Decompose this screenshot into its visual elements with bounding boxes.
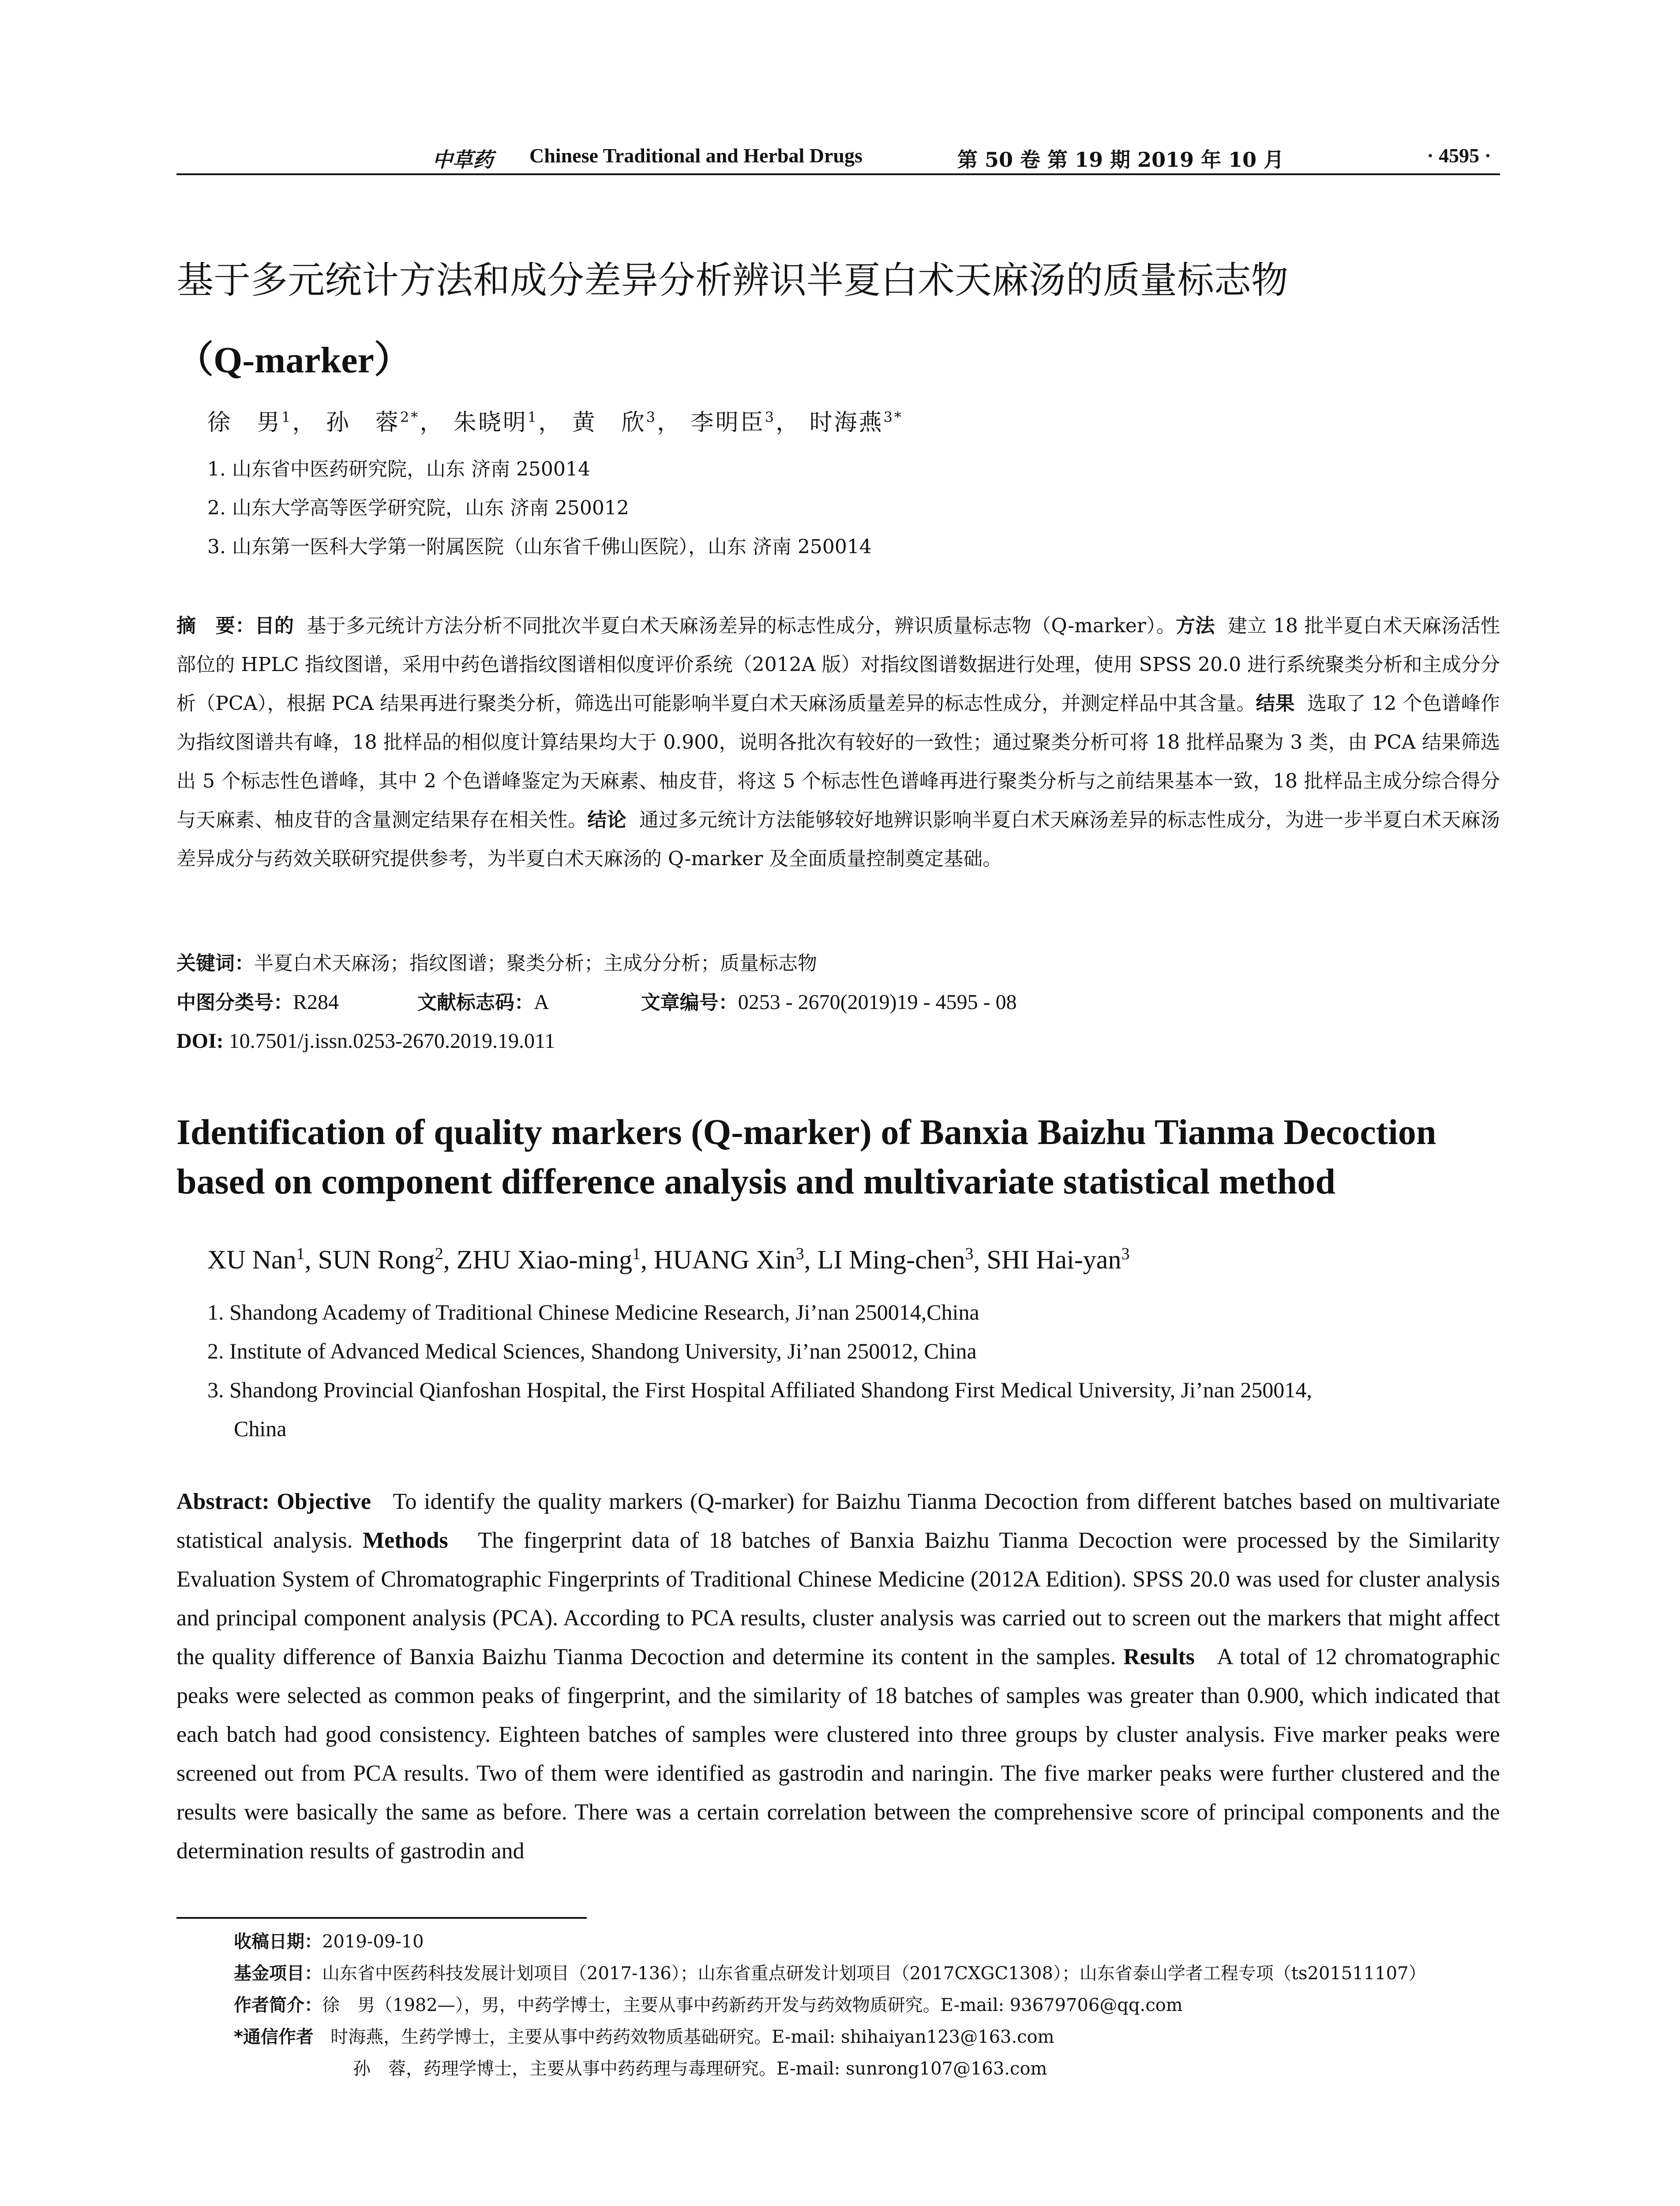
footnote-rule <box>176 1917 587 1919</box>
keywords-text: 半夏白术天麻汤；指纹图谱；聚类分析；主成分分析；质量标志物 <box>254 952 817 975</box>
funding: 基金项目：山东省中医药科技发展计划项目（2017-136）；山东省重点研发计划项目（2017CXGC1308）；山东省泰山学者工程专项（ts201511107） <box>234 1963 1426 1984</box>
doi-line <box>176 1022 1500 1061</box>
methods-label-zh: 方法 <box>1176 615 1215 637</box>
author-en: SHI Hai-yan$^3$ <box>986 1245 1130 1274</box>
journal-name-en: Chinese Traditional and Herbal Drugs <box>529 144 862 167</box>
keywords <box>176 944 1500 983</box>
article-number-value: 0253 - 2670(2019)19 - 4595 - 08 <box>738 990 1017 1014</box>
journal-name-zh: 中草药 <box>432 148 493 172</box>
classification-line <box>176 983 1500 1022</box>
affiliation-en-continuation: China <box>234 1416 287 1441</box>
affiliation-en: 3. Shandong Provincial Qianfoshan Hospital, the First Hospital Affiliated Shandong First Medical University, Ji’nan 250014, <box>207 1377 1312 1402</box>
objective-en: To identify the quality markers (Q-marker) for Baizhu Tianma Decoction from different batches based on multivariate statistical analysis. <box>176 1489 1500 1553</box>
doi-value: 10.7501/j.issn.0253-2670.2019.19.011 <box>229 1029 555 1053</box>
affiliation-zh: 1. 山东省中医药研究院，山东 济南 250014 <box>207 458 590 480</box>
abstract-zh <box>176 607 1500 878</box>
author-en: XU Nan$^1$, <box>207 1245 318 1274</box>
author-list-zh <box>207 404 903 437</box>
conclusion-zh: 通过多元统计方法能够较好地辨识影响半夏白术天麻汤差异的标志性成分，为进一步半夏白术天麻汤差异成分与药效关联研究提供参考，为半夏白术天麻汤的 Q-marker 及全面质量控制奠定基础。 <box>176 809 1500 870</box>
title-en-line2: based on component difference analysis and multivariate statistical method <box>176 1161 1336 1201</box>
title-en-line1: Identification of quality markers (Q-marker) of Banxia Baizhu Tianma Decoction <box>176 1112 1436 1152</box>
author-list-en <box>207 1244 1129 1275</box>
running-header <box>176 140 1500 171</box>
methods-label-en: Methods <box>363 1528 448 1553</box>
article-number-label: 文章编号： <box>641 991 738 1014</box>
author-zh: 黄 欣$^3$， <box>572 409 682 436</box>
author-zh: 徐 男$^1$， <box>207 409 317 436</box>
objective-zh: 基于多元统计方法分析不同批次半夏白术天麻汤差异的标志性成分，辨识质量标志物（Q-marker）。 <box>307 615 1176 637</box>
results-zh: 选取了 12 个色谱峰作为指纹图谱共有峰，18 批样品的相似度计算结果均大于 0.900，说明各批次有较好的一致性；通过聚类分析可将 18 批样品聚为 3 类，由 PCA 结果筛选出 5 个标志性色谱峰，其中 2 个色谱峰鉴定为天麻素、柚皮苷，将这 5 个标志性色谱峰再进行聚类分析与之前结果基本一致，18 批样品主成分综合得分与天麻素、柚皮苷的含量测定结果存在相关性。 <box>176 692 1500 831</box>
results-label-en: Results <box>1123 1644 1195 1670</box>
page-number: · 4595 · <box>1427 144 1491 167</box>
methods-zh: 建立 18 批半夏白术天麻汤活性部位的 HPLC 指纹图谱，采用中药色谱指纹图谱相似度评价系统（2012A 版）对指纹图谱数据进行处理，使用 SPSS 20.0 进行系统聚类分析和主成分分析（PCA），根据 PCA 结果再进行聚类分析，筛选出可能影响半夏白术天麻汤质量差异的标志性成分，并测定样品中其含量。 <box>176 615 1500 715</box>
title-en <box>176 1107 1518 1206</box>
methods-en: The fingerprint data of 18 batches of Banxia Baizhu Tianma Decoction were processed by the Similarity Evaluation System of Chromatographic Fingerprints of Traditional Chinese Medicine (2012A Edition). SPSS 20.0 was used for cluster analysis and principal component analysis (PCA). According to PCA results, cluster analysis was carried out to screen out the markers that might affect the quality difference of Banxia Baizhu Tianma Decoction and determine its content in the samples. <box>176 1528 1500 1670</box>
abstract-en <box>176 1482 1500 1871</box>
author-en: ZHU Xiao-ming$^1$, <box>456 1245 654 1274</box>
affiliation-zh: 3. 山东第一医科大学第一附属医院（山东省千佛山医院），山东 济南 250014 <box>207 536 872 558</box>
title-zh-line1: 基于多元统计方法和成分差异分析辨识半夏白术天麻汤的质量标志物 <box>176 259 1289 302</box>
results-en: A total of 12 chromatographic peaks were selected as common peaks of fingerprint, and the similarity of 18 batches of samples was greater than 0.900, which indicated that each batch had good consistency. Eighteen batches of samples were clustered into three groups by cluster analysis. Five marker peaks were screened out from PCA results. Two of them were identified as gastrodin and naringin. The five marker peaks were further clustered and the results were basically the same as before. There was a certain correlation between the comprehensive score of principal components and the determination results of gastrodin and <box>176 1644 1500 1864</box>
conclusion-label-zh: 结论 <box>587 809 627 831</box>
corresponding-author: 孙 蓉，药理学博士，主要从事中药药理与毒理研究。E-mail: sunrong107@163.com <box>353 2059 1047 2079</box>
clc-value: R284 <box>293 990 339 1014</box>
affiliation-list-en <box>207 1293 1500 1448</box>
author-zh: 时海燕$^{3*}$ <box>809 409 903 436</box>
affiliation-list-zh <box>207 450 872 567</box>
keywords-label: 关键词： <box>176 952 254 975</box>
footnotes <box>234 1926 1513 2085</box>
affiliation-zh: 2. 山东大学高等医学研究院，山东 济南 250012 <box>207 497 629 519</box>
header-rule <box>176 173 1500 175</box>
corresponding-author: *通信作者 时海燕，生药学博士，主要从事中药药效物质基础研究。E-mail: shihaiyan123@163.com <box>234 2027 1054 2047</box>
received-date: 收稿日期：2019-09-10 <box>234 1932 424 1952</box>
results-label-zh: 结果 <box>1256 692 1295 715</box>
author-zh: 孙 蓉$^{2*}$， <box>326 409 445 436</box>
abstract-en-label: Abstract: Objective <box>176 1489 371 1514</box>
author-zh: 朱晓明$^1$， <box>453 409 563 436</box>
title-zh-line2: （Q-marker） <box>176 340 411 381</box>
author-en: LI Ming-chen$^3$, <box>817 1245 987 1274</box>
affiliation-en: 1. Shandong Academy of Traditional Chinese Medicine Research, Ji’nan 250014,China <box>207 1300 979 1324</box>
objective-label-zh: 目的 <box>255 615 294 637</box>
author-zh: 李明臣$^3$， <box>690 409 801 436</box>
author-en: HUANG Xin$^3$, <box>653 1245 818 1274</box>
doc-code-value: A <box>534 990 549 1014</box>
title-zh <box>176 240 1518 400</box>
doc-code-label: 文献标志码： <box>417 991 534 1014</box>
abstract-zh-label: 摘 要： <box>176 615 255 637</box>
author-en: SUN Rong$^2$, <box>318 1245 457 1274</box>
affiliation-en: 2. Institute of Advanced Medical Sciences, Shandong University, Ji’nan 250012, China <box>207 1339 977 1363</box>
issue-info: 第 50 卷 第 19 期 2019 年 10 月 <box>957 148 1284 172</box>
author-bio: 作者简介：徐 男（1982—），男，中药学博士，主要从事中药新药开发与药效物质研究。E-mail: 93679706@qq.com <box>234 1995 1183 2015</box>
clc-label: 中图分类号： <box>176 991 293 1014</box>
doi-label: DOI: <box>176 1029 224 1053</box>
